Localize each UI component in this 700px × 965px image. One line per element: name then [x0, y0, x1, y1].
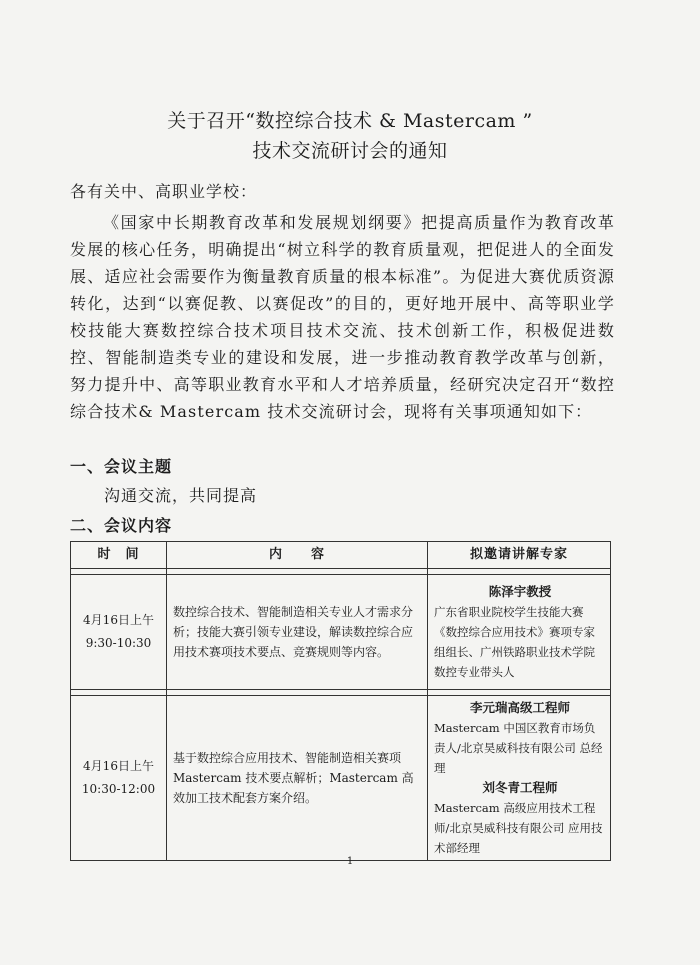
meeting-theme: 沟通交流，共同提高 — [104, 486, 258, 505]
page-number: 1 — [346, 856, 354, 867]
header-expert: 拟邀请讲解专家 — [428, 542, 611, 569]
section1-heading: 一、会议主题 — [70, 457, 173, 476]
body-paragraph: 《国家中长期教育改革和发展规划纲要》把提高质量作为教育改革发展的核心任务，明确提出“树立科学的教育质量观，把促进人的全面发展、适应社会需要作为衡量教育质量的根本标准”。为促进大赛优质资源转化，达到“以赛促教、以赛促改”的目的，更好地开展中、高等职业学校技能大赛数控综合技术项目技术交流、技术创新工作，积极促进数控、智能制造类专业的建设和发展，进一步推动教育教学改革与创新，努力提升中、高等职业教育水平和人才培养质量，经研究决定召开“数控综合技术& Mastercam 技术交流研讨会，现将有关事项通知如下： — [70, 213, 615, 421]
salutation: 各有关中、高职业学校： — [70, 182, 258, 201]
agenda-table — [70, 541, 611, 861]
time-range: 9:30-10:30 — [85, 636, 152, 650]
section2-heading: 二、会议内容 — [70, 516, 173, 535]
time-cell — [71, 696, 167, 861]
expert-name: 陈泽宇教授 — [488, 584, 552, 599]
document-title-line2: 技术交流研讨会的通知 — [252, 140, 448, 162]
time-date: 4月16日上午 — [83, 759, 154, 773]
table-row — [71, 575, 611, 690]
header-time: 时 间 — [71, 542, 167, 569]
expert-description: 广东省职业院校学生技能大赛《数控综合应用技术》赛项专家组组长、广州铁路职业技术学院数控专业带头人 — [434, 605, 595, 679]
time-date: 4月16日上午 — [83, 613, 154, 627]
time-range: 10:30-12:00 — [81, 782, 156, 796]
expert-description: Mastercam 高级应用技术工程师/北京昊威科技有限公司 应用技术部经理 — [434, 801, 603, 855]
table-row — [71, 696, 611, 861]
expert-name: 刘冬青工程师 — [482, 780, 558, 795]
expert-name: 李元瑞高级工程师 — [469, 700, 570, 715]
expert-description: Mastercam 中国区教育市场负责人/北京昊威科技有限公司 总经理 — [434, 721, 603, 775]
table-header-row — [71, 542, 611, 569]
time-cell — [71, 575, 167, 690]
document-title-line1: 关于召开“数控综合技术 & Mastercam ” — [167, 110, 533, 132]
header-content: 内 容 — [167, 542, 428, 569]
expert-cell — [428, 696, 611, 861]
content-cell: 数控综合技术、智能制造相关专业人才需求分析；技能大赛引领专业建设，解读数控综合应用技术赛项技术要点、竞赛规则等内容。 — [167, 575, 428, 690]
expert-cell — [428, 575, 611, 690]
content-cell: 基于数控综合应用技术、智能制造相关赛项 Mastercam 技术要点解析；Mastercam 高效加工技术配套方案介绍。 — [167, 696, 428, 861]
